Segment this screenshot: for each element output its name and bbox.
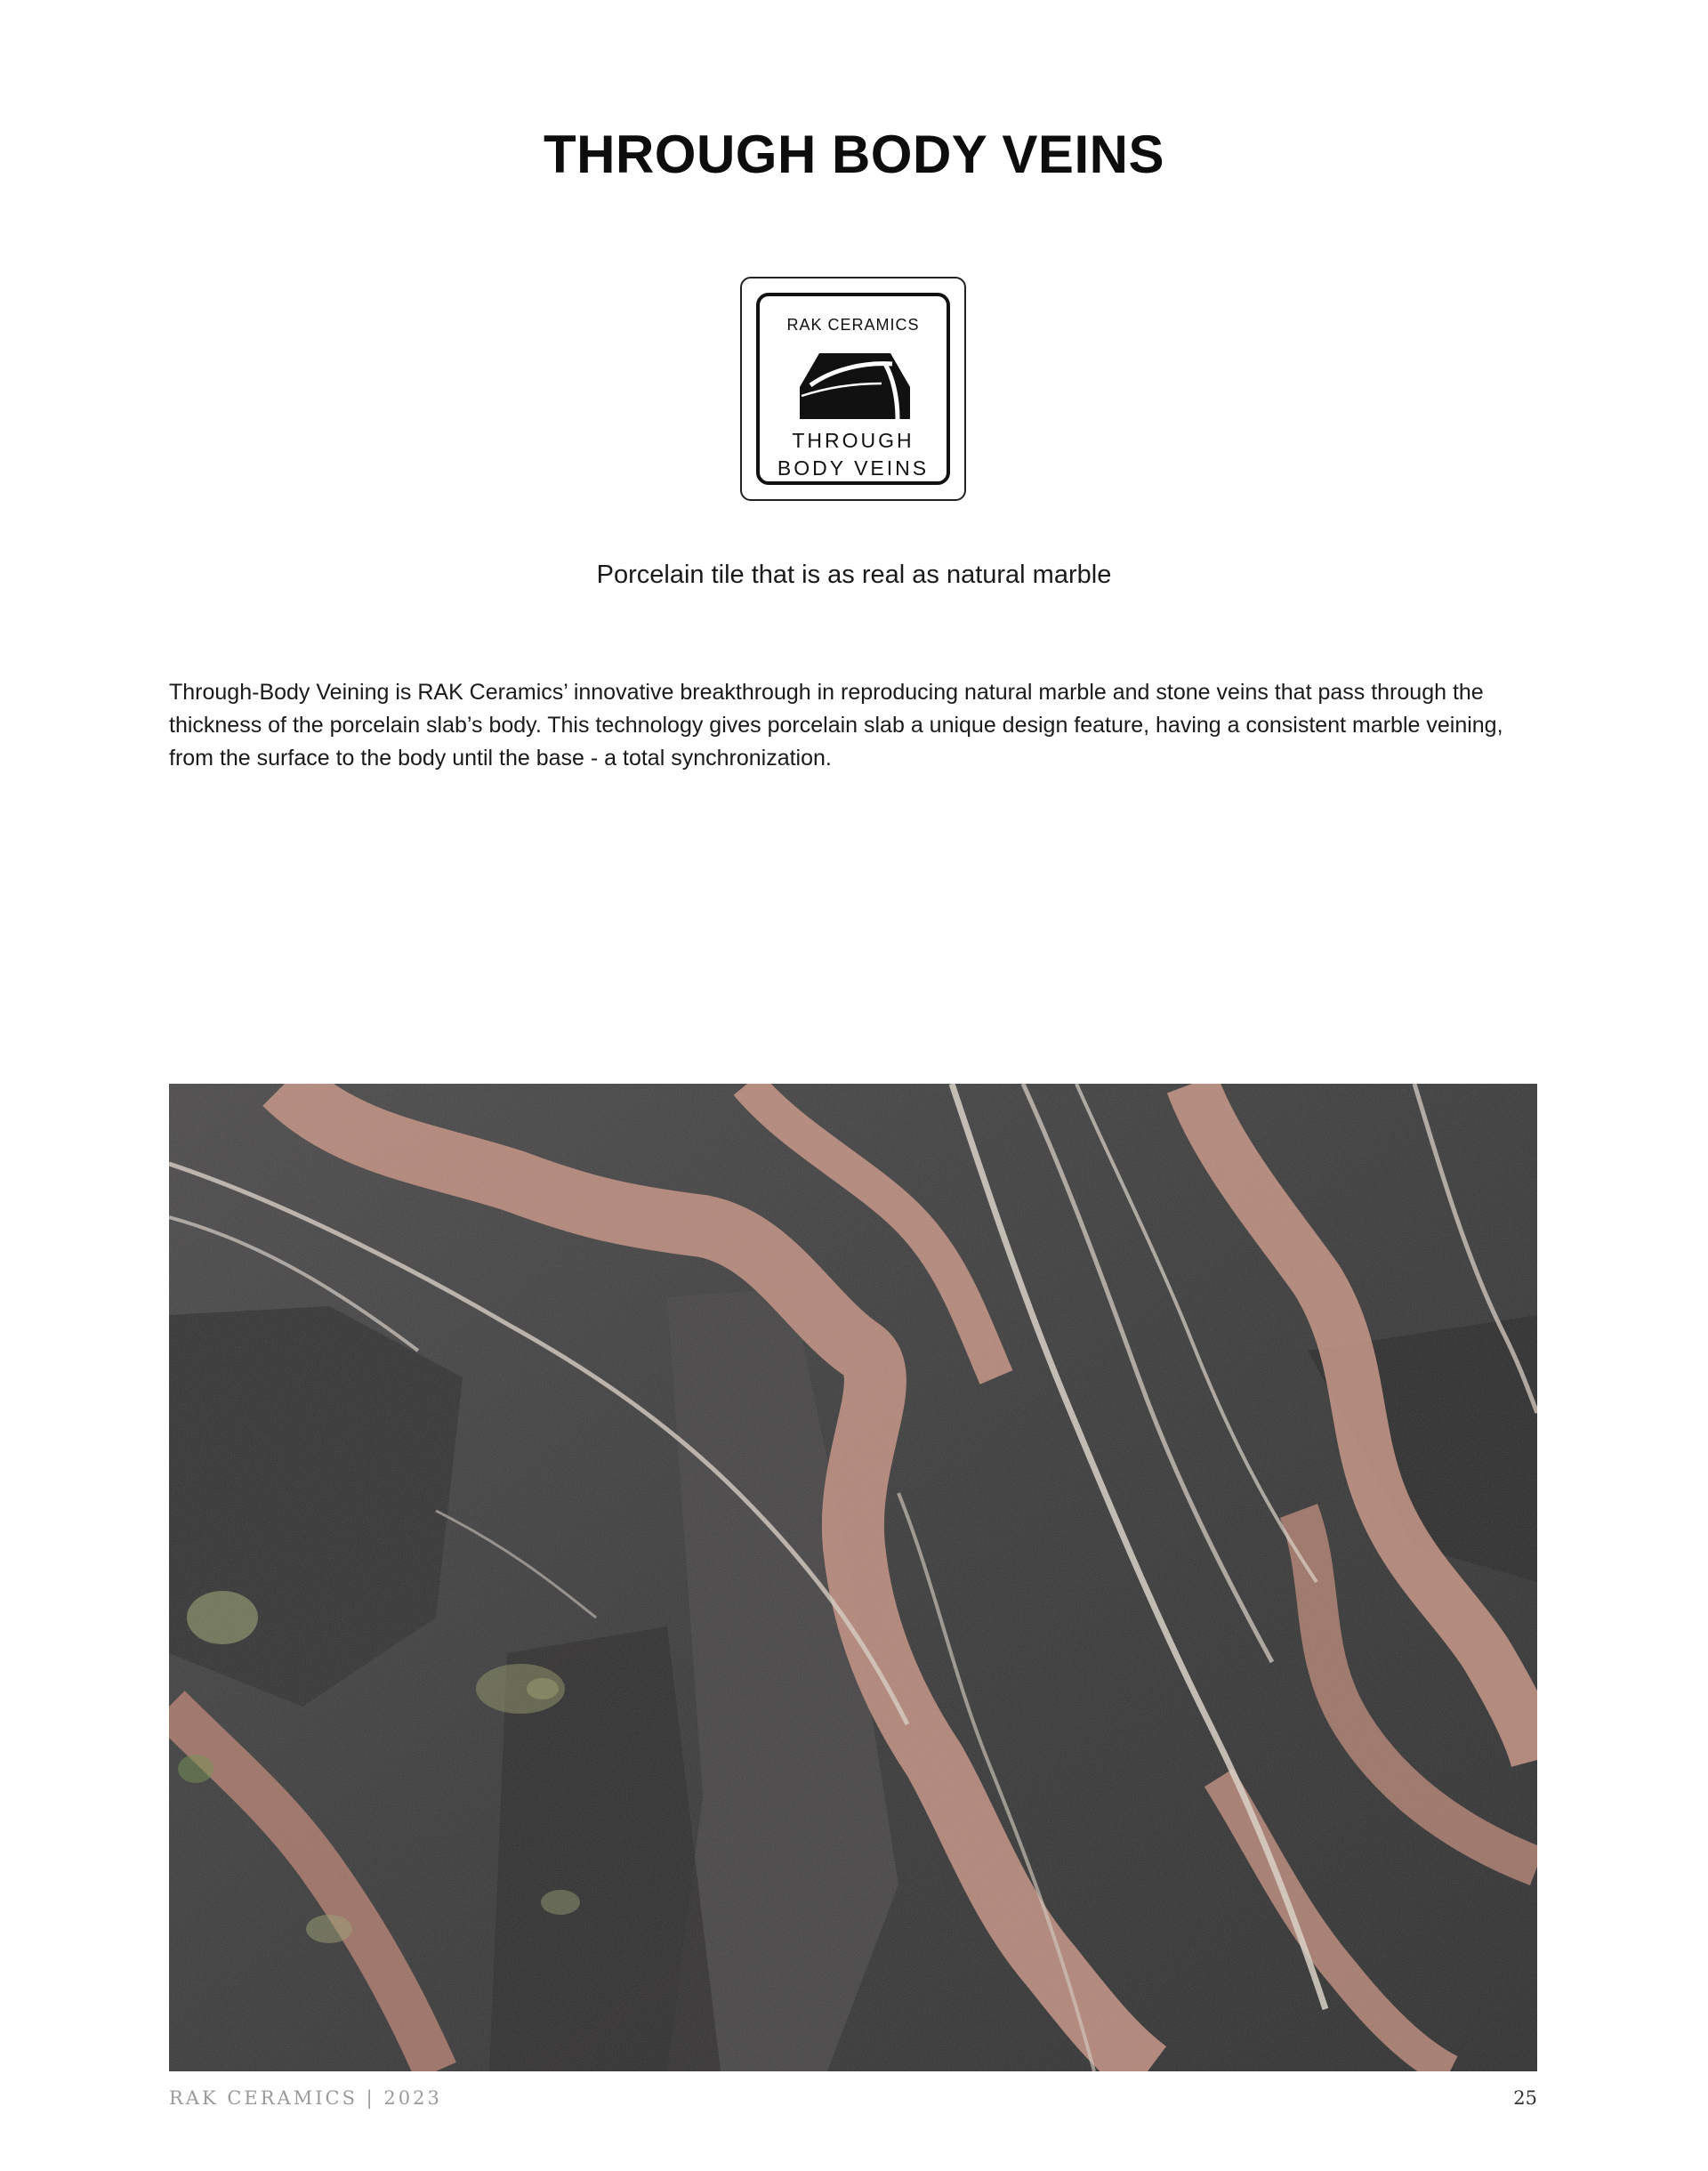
footer-brand-year: RAK CERAMICS | 2023	[169, 2087, 442, 2109]
badge-label-line1: THROUGH	[792, 429, 914, 452]
through-body-veins-badge	[740, 277, 966, 501]
rock-veins-illustration	[169, 1084, 1537, 2071]
body-paragraph: Through-Body Veining is RAK Ceramics’ innovative breakthrough in reproducing natural marble and stone veins that pass through the thickness of the porcelain slab’s body. This technology gives porcelain slab a unique design feature, having a consistent marble veining, from the surface to the body until the base - a total synchronization.	[169, 680, 1503, 771]
page-subtitle: Porcelain tile that is as real as natural marble	[596, 561, 1112, 589]
badge-inner-frame	[756, 293, 950, 485]
page-number: 25	[1513, 2087, 1537, 2109]
rock-veins-photo	[169, 1084, 1537, 2071]
badge-label	[760, 427, 947, 482]
page-title: THROUGH BODY VEINS	[544, 125, 1164, 184]
badge-brand: RAK CERAMICS	[786, 316, 920, 334]
badge-label-line2: BODY VEINS	[777, 456, 930, 480]
slab-veins-icon	[793, 343, 917, 423]
